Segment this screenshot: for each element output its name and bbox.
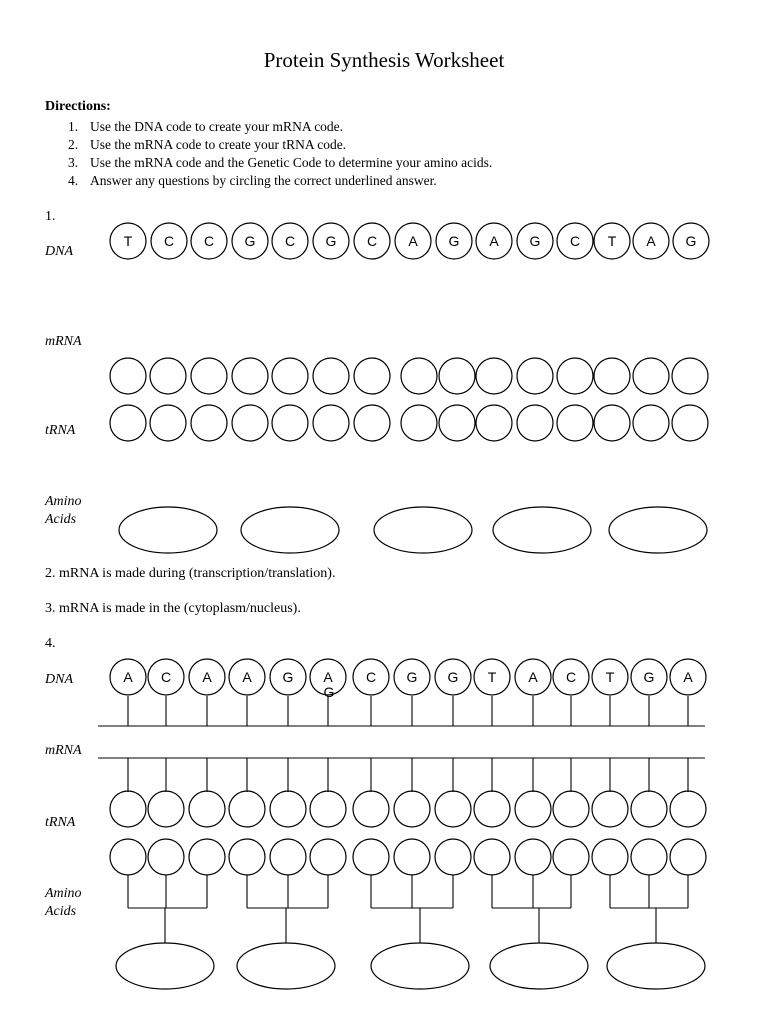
p1-trna-blank-circle (313, 405, 349, 441)
p4-trna-blank-circle (435, 791, 471, 827)
p1-mrna-blank-circle (633, 358, 669, 394)
p1-trna-blank-circle (232, 405, 268, 441)
p4-trna-blank-circle (631, 791, 667, 827)
p1-amino-acid-oval (119, 507, 217, 553)
p4-trna-blank-circle (189, 839, 225, 875)
p1-mrna-blank-circle (594, 358, 630, 394)
problem-4-amino-label: Amino (45, 886, 82, 901)
p1-mrna-blank-circle (272, 358, 308, 394)
p4-dna-base-letter: C (565, 669, 577, 685)
p4-trna-blank-circle (435, 839, 471, 875)
p1-mrna-blank-circle (557, 358, 593, 394)
problem-1-mrna-label: mRNA (45, 334, 82, 349)
p4-trna-blank-circle (310, 791, 346, 827)
p4-amino-acid-oval (371, 943, 469, 989)
p1-mrna-blank-circle (110, 358, 146, 394)
problem-1-acids-label: Acids (45, 512, 77, 527)
p4-trna-blank-circle (515, 839, 551, 875)
p4-trna-blank-circle (353, 839, 389, 875)
p1-amino-acid-oval (374, 507, 472, 553)
p4-trna-blank-circle (631, 839, 667, 875)
p4-trna-blank-circle (592, 839, 628, 875)
p1-dna-base-letter: T (607, 233, 617, 249)
p4-trna-blank-circle (670, 839, 706, 875)
p1-trna-blank-circle (439, 405, 475, 441)
problem-1-trna-label: tRNA (45, 423, 76, 438)
p1-dna-base-letter: G (325, 233, 337, 249)
p1-mrna-blank-circle (476, 358, 512, 394)
p1-mrna-blank-circle (439, 358, 475, 394)
p4-dna-base-letter: A (683, 669, 693, 685)
problem-1-amino-label: Amino (45, 494, 82, 509)
p1-dna-base-letter: A (489, 233, 499, 249)
p1-trna-blank-circle (354, 405, 390, 441)
p4-trna-blank-circle (148, 839, 184, 875)
directions-heading: Directions: (45, 99, 111, 114)
p1-trna-blank-circle (272, 405, 308, 441)
p4-dna-base-letter: A (242, 669, 252, 685)
p4-trna-blank-circle (474, 791, 510, 827)
p1-dna-base-letter: G (685, 233, 697, 249)
p4-trna-blank-circle (270, 839, 306, 875)
p1-dna-base-letter: G (448, 233, 460, 249)
problem-4-dna-label: DNA (45, 672, 73, 687)
p1-amino-acid-oval (241, 507, 339, 553)
direction-number: 2. (68, 137, 79, 152)
p1-dna-base-letter: G (244, 233, 256, 249)
p1-mrna-blank-circle (150, 358, 186, 394)
direction-text: Use the mRNA code and the Genetic Code to determine your amino acids. (90, 155, 493, 170)
p1-dna-base-letter: C (366, 233, 378, 249)
p4-dna-base-letter: A (202, 669, 212, 685)
p4-trna-blank-circle (110, 839, 146, 875)
p4-trna-blank-circle (394, 791, 430, 827)
p4-trna-blank-circle (270, 791, 306, 827)
p1-dna-base-letter: G (529, 233, 541, 249)
problem-4-mrna-label: mRNA (45, 743, 82, 758)
p1-trna-blank-circle (557, 405, 593, 441)
p1-dna-base-letter: C (163, 233, 175, 249)
p1-mrna-blank-circle (401, 358, 437, 394)
p4-dna-base-letter: T (605, 669, 615, 685)
p4-dna-base-letter: A (528, 669, 538, 685)
question-2: 2. mRNA is made during (transcription/translation). (45, 566, 336, 581)
p1-trna-blank-circle (672, 405, 708, 441)
direction-text: Use the DNA code to create your mRNA code. (90, 119, 344, 134)
p1-trna-blank-circle (517, 405, 553, 441)
worksheet-title: Protein Synthesis Worksheet (263, 48, 505, 72)
p4-dna-base-letter: G (406, 669, 418, 685)
p4-trna-blank-circle (515, 791, 551, 827)
p4-trna-blank-circle (670, 791, 706, 827)
p4-trna-blank-circle (553, 791, 589, 827)
problem-4-trna-label: tRNA (45, 815, 76, 830)
p4-dna-base-letter: C (365, 669, 377, 685)
problem-4-number: 4. (45, 636, 56, 651)
p1-dna-base-letter: A (646, 233, 656, 249)
p4-trna-blank-circle (394, 839, 430, 875)
p4-trna-blank-circle (592, 791, 628, 827)
p1-dna-base-letter: C (203, 233, 215, 249)
p1-dna-base-letter: T (123, 233, 133, 249)
question-3: 3. mRNA is made in the (cytoplasm/nucleus). (45, 601, 301, 616)
p4-dna-base-letter: G (643, 669, 655, 685)
direction-number: 1. (68, 119, 79, 134)
p4-amino-acid-oval (607, 943, 705, 989)
p1-trna-blank-circle (594, 405, 630, 441)
p1-trna-blank-circle (150, 405, 186, 441)
problem-4-acids-label: Acids (45, 904, 77, 919)
p1-amino-acid-oval (609, 507, 707, 553)
p4-trna-blank-circle (148, 791, 184, 827)
direction-number: 4. (68, 173, 79, 188)
p4-amino-acid-oval (237, 943, 335, 989)
p1-mrna-blank-circle (232, 358, 268, 394)
p1-dna-base-letter: C (284, 233, 296, 249)
p4-trna-blank-circle (310, 839, 346, 875)
p1-mrna-blank-circle (313, 358, 349, 394)
p1-dna-base-letter: C (569, 233, 581, 249)
p1-mrna-blank-circle (672, 358, 708, 394)
p4-trna-blank-circle (110, 791, 146, 827)
p4-amino-acid-oval (490, 943, 588, 989)
p4-dna-base-letter: A (123, 669, 133, 685)
direction-text: Use the mRNA code to create your tRNA code. (90, 137, 347, 152)
p1-trna-blank-circle (110, 405, 146, 441)
p1-trna-blank-circle (476, 405, 512, 441)
p1-trna-blank-circle (633, 405, 669, 441)
p4-trna-blank-circle (189, 791, 225, 827)
p4-trna-blank-circle (474, 839, 510, 875)
direction-number: 3. (68, 155, 79, 170)
p4-trna-blank-circle (229, 839, 265, 875)
problem-1-number: 1. (45, 209, 56, 224)
p4-trna-blank-circle (353, 791, 389, 827)
p4-amino-acid-oval (116, 943, 214, 989)
p1-mrna-blank-circle (191, 358, 227, 394)
p4-trna-blank-circle (229, 791, 265, 827)
p1-mrna-blank-circle (517, 358, 553, 394)
p1-trna-blank-circle (401, 405, 437, 441)
p4-dna-base-letter: T (487, 669, 497, 685)
p1-mrna-blank-circle (354, 358, 390, 394)
problem-1-dna-label: DNA (45, 244, 73, 259)
p4-dna-base-letter: C (160, 669, 172, 685)
p4-dna-base-letter: A (323, 669, 333, 685)
p4-stray-mark: G (323, 684, 335, 700)
p4-trna-blank-circle (553, 839, 589, 875)
p1-amino-acid-oval (493, 507, 591, 553)
p1-trna-blank-circle (191, 405, 227, 441)
p4-dna-base-letter: G (447, 669, 459, 685)
p1-dna-base-letter: A (408, 233, 418, 249)
direction-text: Answer any questions by circling the correct underlined answer. (90, 173, 437, 188)
p4-dna-base-letter: G (282, 669, 294, 685)
